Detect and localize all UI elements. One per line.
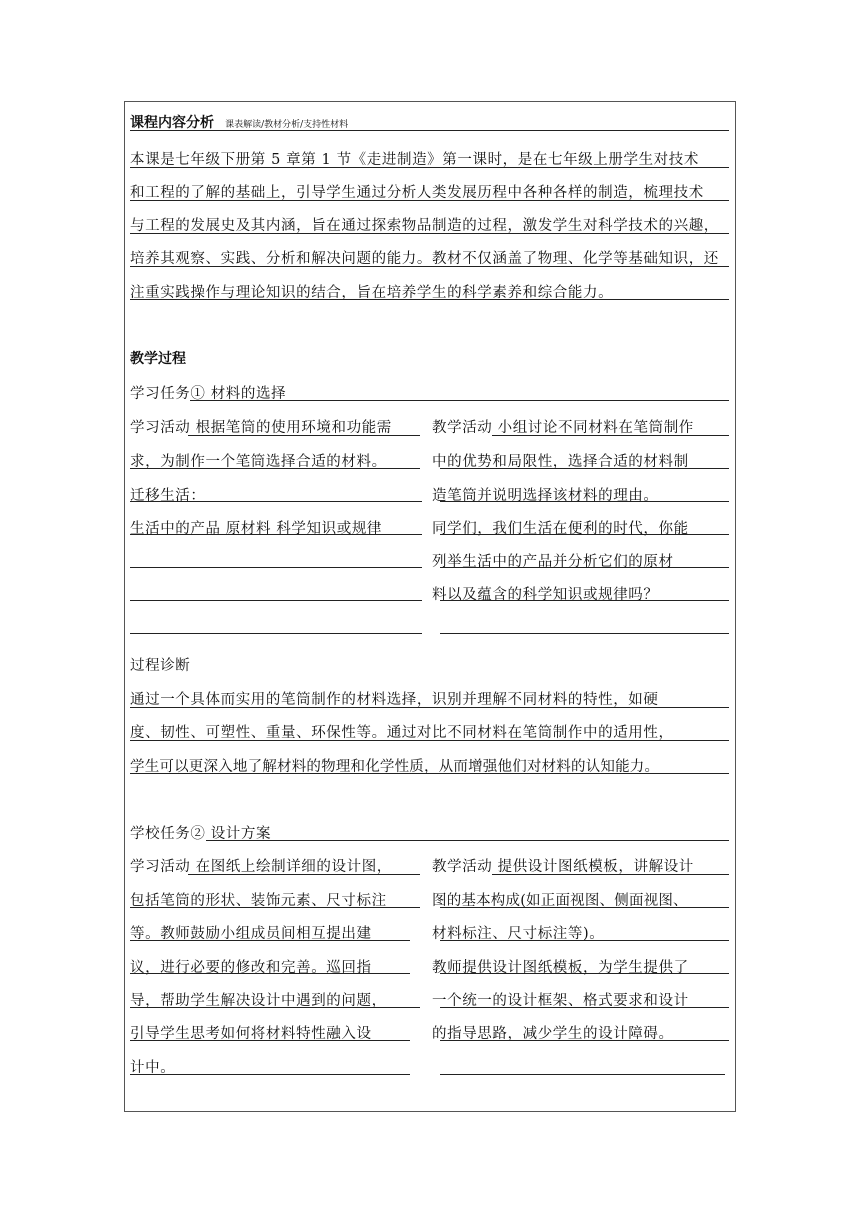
analysis-line: 注重实践操作与理论知识的结合，旨在培养学生的科学素养和综合能力。 (130, 285, 614, 301)
teaching-activity-line: 一个统一的设计框架、格式要求和设计 (432, 993, 689, 1009)
blank-answer-line (440, 633, 729, 634)
blank-answer-line (440, 1074, 725, 1075)
analysis-line: 本课是七年级下册第 5 章第 1 节《走进制造》第一课时，是在七年级上册学生对技术 (130, 152, 699, 168)
diagnosis-line: 学生可以更深入地了解材料的物理和化学性质，从而增强他们对材料的认知能力。 (130, 759, 660, 775)
underline (130, 167, 729, 168)
underline (130, 740, 729, 741)
underline (492, 435, 729, 436)
analysis-line: 和工程的了解的基础上，引导学生通过分析人类发展历程中各种各样的制造，梳理技术 (130, 185, 704, 201)
underline (130, 501, 422, 502)
underline (130, 1074, 410, 1075)
underline (130, 773, 729, 774)
task2-title: 学校任务② 设计方案 (130, 826, 272, 842)
underline (130, 1007, 420, 1008)
underline (492, 874, 729, 875)
underline (188, 435, 420, 436)
analysis-header-rule (130, 130, 729, 131)
learning-activity-line: 引导学生思考如何将材料特性融入设 (130, 1026, 372, 1042)
underline (440, 907, 729, 908)
underline (440, 973, 729, 974)
teaching-activity-line: 列举生活中的产品并分析它们的原材 (432, 554, 674, 570)
diagnosis-line: 度、韧性、可塑性、重量、环保性等。通过对比不同材料在笔筒制作中的适用性， (130, 725, 674, 741)
underline (440, 1007, 729, 1008)
underline (440, 1040, 729, 1041)
underline (190, 400, 729, 401)
blank-answer-line (130, 633, 422, 634)
diagnosis-line: 通过一个具体而实用的笔筒制作的材料选择，识别并理解不同材料的特性，如硬 (130, 692, 659, 708)
learning-activity-line: 生活中的产品 原材料 科学知识或规律 (130, 521, 383, 537)
learning-activity-line: 求，为制作一个笔筒选择合适的材料。 (130, 454, 387, 470)
underline (130, 233, 729, 234)
teaching-activity-line: 同学们，我们生活在便利的时代，你能 (432, 521, 689, 537)
underline (440, 534, 729, 535)
learning-activity-line: 计中。 (130, 1060, 176, 1076)
learning-activity-line: 等。教师鼓励小组成员间相互提出建 (130, 926, 372, 942)
underline (130, 1040, 410, 1041)
analysis-subheading: 课表解读/教材分析/支持性材料 (225, 120, 349, 130)
underline (130, 534, 422, 535)
teaching-activity-line: 教学活动 提供设计图纸模板，讲解设计 (432, 859, 694, 875)
underline (130, 707, 729, 708)
underline (440, 501, 729, 502)
teaching-activity-line: 中的优势和局限性，选择合适的材料制 (432, 454, 689, 470)
analysis-header (130, 112, 348, 132)
underline (130, 940, 410, 941)
underline (130, 266, 729, 267)
teaching-activity-line: 教学活动 小组讨论不同材料在笔筒制作 (432, 420, 694, 436)
analysis-line: 与工程的发展史及其内涵，旨在通过探索物品制造的过程，激发学生对科学技术的兴趣， (130, 218, 719, 234)
analysis-heading: 课程内容分析 (130, 115, 214, 131)
underline (130, 468, 420, 469)
learning-activity-line: 迁移生活： (130, 488, 206, 504)
underline (440, 600, 729, 601)
teaching-activity-line: 材料标注、尺寸标注等)。 (432, 926, 605, 942)
learning-activity-line: 议，进行必要的修改和完善。巡回指 (130, 960, 372, 976)
teaching-activity-line: 造笔筒并说明选择该材料的理由。 (432, 488, 659, 504)
underline (130, 907, 420, 908)
underline (440, 567, 729, 568)
underline (440, 468, 729, 469)
underline (130, 200, 729, 201)
analysis-line: 培养其观察、实践、分析和解决问题的能力。教材不仅涵盖了物理、化学等基础知识，还 (130, 251, 719, 267)
teaching-activity-line: 教师提供设计图纸模板，为学生提供了 (432, 960, 689, 976)
underline (206, 840, 729, 841)
teaching-activity-line: 图的基本构成(如正面视图、侧面视图、 (432, 893, 688, 909)
process-heading: 教学过程 (130, 351, 186, 367)
learning-activity-line: 导，帮助学生解决设计中遇到的问题， (130, 993, 387, 1009)
blank-answer-line (130, 600, 422, 601)
diagnosis-label: 过程诊断 (130, 658, 191, 674)
blank-answer-line (130, 567, 422, 568)
learning-activity-line: 包括笔筒的形状、装饰元素、尺寸标注 (130, 893, 387, 909)
underline (440, 940, 729, 941)
teaching-activity-line: 的指导思路，减少学生的设计障碍。 (432, 1026, 674, 1042)
underline (188, 874, 420, 875)
underline (130, 973, 410, 974)
underline (130, 299, 729, 300)
teaching-activity-line: 料以及蕴含的科学知识或规律吗？ (432, 587, 659, 603)
learning-activity-line: 学习活动 在图纸上绘制详细的设计图， (130, 859, 392, 875)
learning-activity-line: 学习活动 根据笔筒的使用环境和功能需 (130, 420, 392, 436)
task1-title: 学习任务① 材料的选择 (130, 386, 287, 402)
